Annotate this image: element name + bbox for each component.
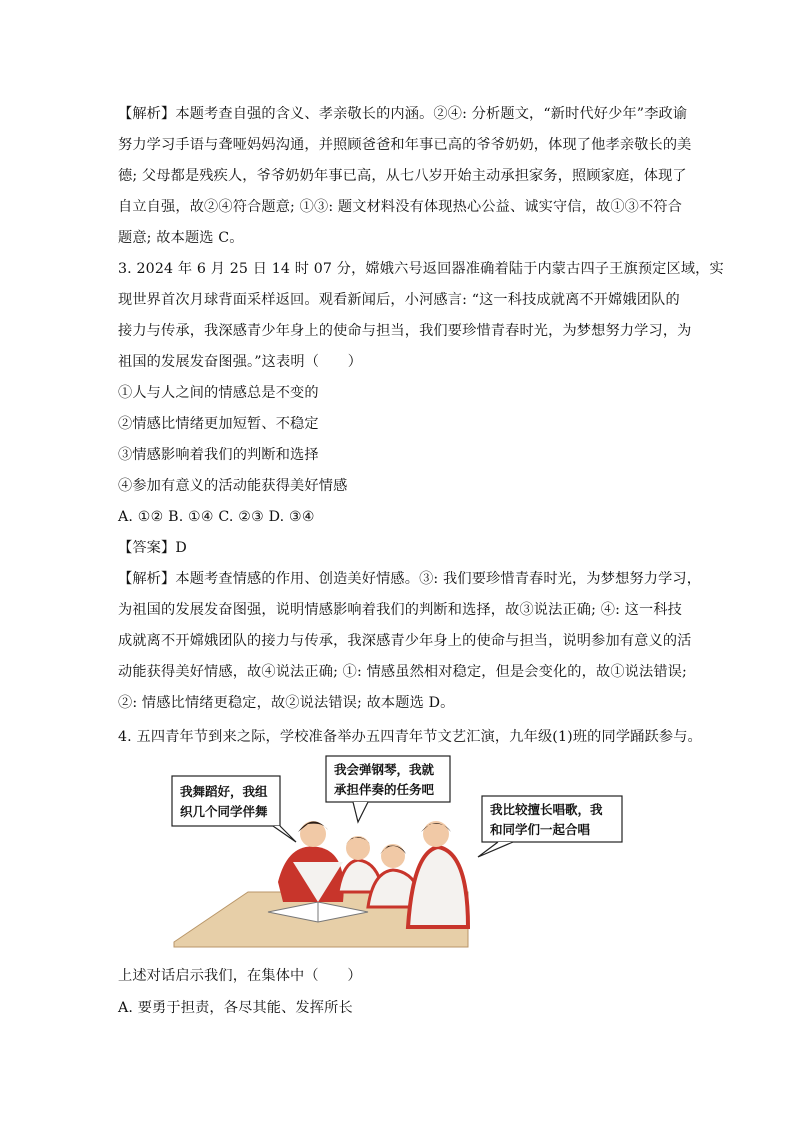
paragraph-line: 努力学习手语与聋哑妈妈沟通，并照顾爸爸和年事已高的爷爷奶奶，体现了他孝亲敬长的美 — [118, 137, 692, 153]
option-statement: ①人与人之间的情感总是不变的 — [118, 385, 319, 401]
paragraph-line: 【解析】本题考查自强的含义、孝亲敬长的内涵。②④: 分析题文，“新时代好少年”李政谕 — [118, 106, 688, 122]
paragraph-line: 动能获得美好情感，故④说法正确; ①: 情感虽然相对稳定，但是会变化的，故①说法错误; — [118, 664, 687, 680]
paragraph-line: 题意; 故本题选 C。 — [118, 230, 244, 246]
option-statement: ②情感比情绪更加短暂、不稳定 — [118, 416, 319, 432]
paragraph-line: 现世界首次月球背面采样返回。观看新闻后，小河感言: “这一科技成就离不开嫦娥团队的 — [118, 292, 680, 308]
bubble-middle-line-2: 承担伴奏的任务吧 — [334, 782, 435, 797]
paragraph-line: 成就离不开嫦娥团队的接力与传承，我深感青少年身上的使命与担当，说明参加有意义的活 — [118, 633, 692, 649]
students-illustration — [168, 752, 628, 952]
bubble-left-line-2: 织几个同学伴舞 — [180, 804, 268, 819]
question-4-stem: 4. 五四青年节到来之际，学校准备举办五四青年节文艺汇演，九年级(1)班的同学踊跃参与。 — [118, 729, 702, 745]
answer-label: 【答案】D — [118, 540, 187, 556]
bubble-left-line-1: 我舞蹈好，我组 — [180, 784, 268, 799]
paragraph-line: 接力与传承，我深感青少年身上的使命与担当，我们要珍惜青春时光，为梦想努力学习，为 — [118, 323, 692, 339]
bubble-right-line-1: 我比较擅长唱歌，我 — [490, 802, 603, 817]
answer-choices: A. ①② B. ①④ C. ②③ D. ③④ — [118, 509, 315, 525]
paragraph-line: 祖国的发展发奋图强。”这表明（ ） — [118, 354, 363, 370]
paragraph-line: ②: 情感比情绪更稳定，故②说法错误; 故本题选 D。 — [118, 695, 455, 711]
answer-option-a: A. 要勇于担责，各尽其能、发挥所长 — [118, 1000, 353, 1016]
paragraph-line: 上述对话启示我们，在集体中（ ） — [118, 968, 362, 984]
student-right — [408, 821, 468, 927]
paragraph-line: 德; 父母都是残疾人，爷爷奶奶年事已高，从七八岁开始主动承担家务，照顾家庭，体现了 — [118, 168, 687, 184]
bubble-right-line-2: 和同学们一起合唱 — [490, 822, 591, 837]
paragraph-line: 为祖国的发展发奋图强，说明情感影响着我们的判断和选择，故③说法正确; ④: 这一科技 — [118, 602, 683, 618]
paragraph-line: 自立自强，故②④符合题意; ①③: 题文材料没有体现热心公益、诚实守信，故①③不符合 — [118, 199, 683, 215]
speech-bubble-left — [172, 776, 296, 842]
option-statement: ④参加有意义的活动能获得美好情感 — [118, 478, 348, 494]
option-statement: ③情感影响着我们的判断和选择 — [118, 447, 319, 463]
bubble-middle-line-1: 我会弹钢琴，我就 — [334, 762, 435, 777]
speech-bubble-right — [478, 796, 622, 857]
question-3-stem: 3. 2024 年 6 月 25 日 14 时 07 分，嫦娥六号返回器准确着陆于内蒙古四子王旗预定区域，实 — [118, 261, 724, 277]
paragraph-line: 【解析】本题考查情感的作用、创造美好情感。③: 我们要珍惜青春时光，为梦想努力学习， — [118, 571, 702, 587]
speech-bubble-middle — [326, 756, 450, 822]
